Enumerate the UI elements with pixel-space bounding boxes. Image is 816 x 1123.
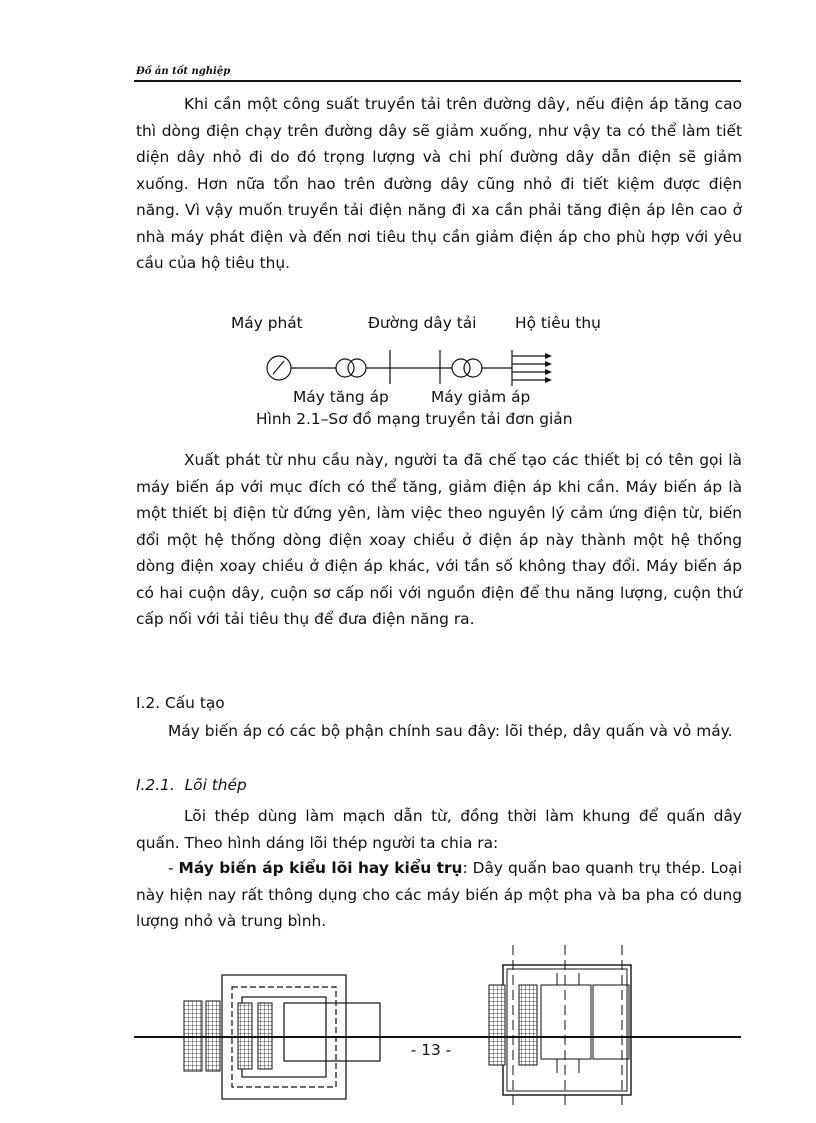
label-step-down-transformer: Máy giảm áp (431, 388, 531, 406)
core-type-transformer-drawing (180, 965, 390, 1105)
document-header-title: Đồ án tốt nghiệp (136, 66, 231, 77)
section-heading-structure: I.2. Cấu tạo (136, 694, 225, 712)
consumer-arrows (545, 353, 552, 383)
core-type-description: : Dây quấn bao quanh trụ thép. Loại này hiện nay rất thông dụng cho các máy biến áp một pha và ba pha có dung lượng nhỏ và trung bình. (136, 859, 742, 930)
paragraph-main-parts: Máy biến áp có các bộ phận chính sau đây: lõi thép, dây quấn và vỏ máy. (168, 722, 733, 740)
label-transmission-line: Đường dây tải (368, 314, 477, 332)
page-number: - 13 - (405, 1041, 457, 1059)
paragraph-core-type (136, 855, 742, 935)
paragraph-core-description: Lõi thép dùng làm mạch dẫn từ, đồng thời làm khung để quấn dây quấn. Theo hình dáng lõi thép người ta chia ra: (136, 807, 742, 852)
label-generator: Máy phát (231, 314, 303, 332)
core-type-term: Máy biến áp kiểu lõi hay kiểu trụ (178, 859, 463, 877)
figure-caption: Hình 2.1–Sơ đồ mạng truyền tải đơn giản (256, 410, 573, 428)
transmission-schematic (262, 344, 562, 390)
subsection-heading-core (136, 776, 247, 794)
header-rule (134, 80, 741, 82)
label-step-up-transformer: Máy tăng áp (293, 388, 389, 406)
subsection-number: I.2.1. (136, 776, 175, 794)
paragraph-transformer-definition: Xuất phát từ nhu cầu này, người ta đã chế tạo các thiết bị có tên gọi là máy biến áp với mục đích có thể tăng, giảm điện áp khi cần. Máy biến áp là một thiết bị điện từ đứng yên, làm việc theo nguyên lý cảm ứng điện từ, biến đổi một hệ thống dòng điện xoay chiều ở điện áp này thành một hệ thống dòng điện xoay chiều ở điện áp khác, với tần số không thay đổi. Máy biến áp có hai cuộn dây, cuộn sơ cấp nối với nguồn điện để thu năng lượng, cuộn thứ cấp nối với tải tiêu thụ để đưa điện năng ra. (136, 451, 742, 628)
bullet-dash: - (168, 859, 174, 877)
footer-rule (134, 1036, 741, 1038)
shell-type-transformer-drawing (485, 945, 655, 1110)
paragraph-transmission-intro: Khi cần một công suất truyền tải trên đường dây, nếu điện áp tăng cao thì dòng điện chạy trên đường dây sẽ giảm xuống, như vậy ta có thể làm tiết diện dây nhỏ đi do đó trọng lượng và chi phí đường dây dẫn điện sẽ giảm xuống. Hơn nữa tổn hao trên đường dây cũng nhỏ đi tiết kiệm được điện năng. Vì vậy muốn truyền tải điện năng đi xa cần phải tăng điện áp lên cao ở nhà máy phát điện và đến nơi tiêu thụ cần giảm điện áp cho phù hợp với yêu cầu của hộ tiêu thụ. (136, 95, 742, 272)
generator-symbol (267, 356, 291, 380)
subsection-title: Lõi thép (184, 776, 247, 794)
label-consumer: Hộ tiêu thụ (515, 314, 601, 332)
